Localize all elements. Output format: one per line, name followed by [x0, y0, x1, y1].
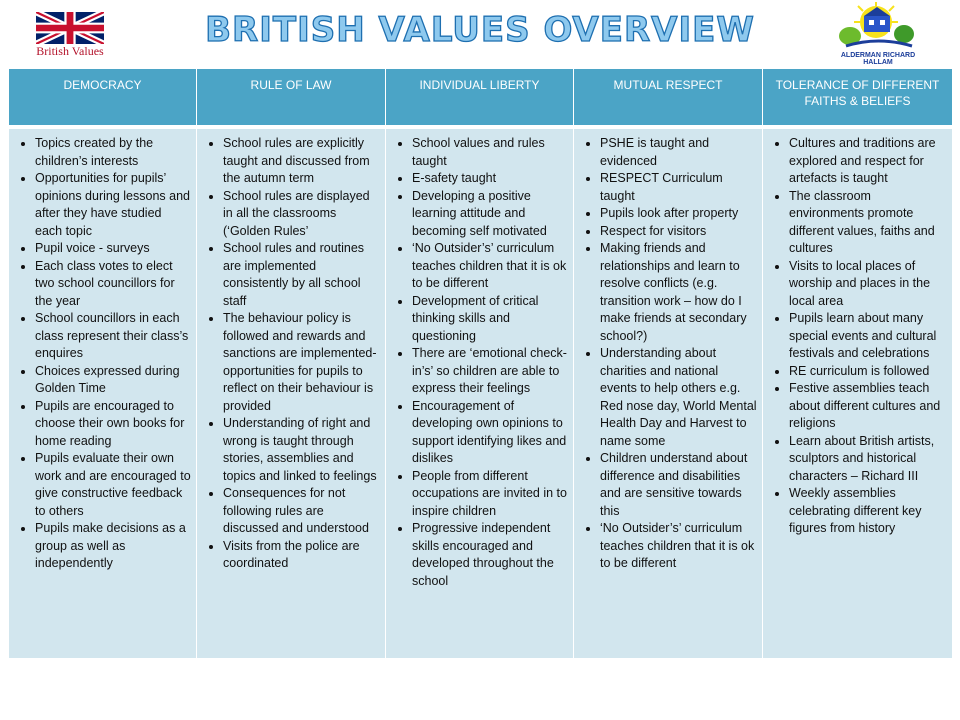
tolerance-list	[769, 135, 948, 538]
school-logo	[838, 2, 918, 66]
list-item: • RESPECT Curriculum taught	[600, 170, 758, 205]
british-values-logo	[30, 12, 110, 60]
list-item: • ‘No Outsider’s’ curriculum teaches children that it is ok to be different	[412, 240, 569, 293]
list-item: • Weekly assemblies celebrating different key figures from history	[789, 485, 948, 538]
column-individual-liberty	[386, 129, 574, 658]
list-item: • Topics created by the children’s interests	[35, 135, 192, 170]
list-item: • Pupils learn about many special events and cultural festivals and celebrations	[789, 310, 948, 363]
list-item: • Visits from the police are coordinated	[223, 538, 381, 573]
list-item: • Progressive independent skills encouraged and developed throughout the school	[412, 520, 569, 590]
list-item: • Opportunities for pupils’ opinions during lessons and after they have studied each topic	[35, 170, 192, 240]
list-item: • Respect for visitors	[600, 223, 758, 241]
union-flag-icon	[36, 12, 104, 44]
list-item: • Learn about British artists, sculptors and historical characters – Richard III	[789, 433, 948, 486]
list-item: • Making friends and relationships and learn to resolve conflicts (e.g. transition work – how do I make friends at secondary school?)	[600, 240, 758, 345]
list-item: • School rules are explicitly taught and discussed from the autumn term	[223, 135, 381, 188]
list-item: • Cultures and traditions are explored and respect for artefacts is taught	[789, 135, 948, 188]
list-item: • Children understand about difference and disabilities and are sensitive towards this	[600, 450, 758, 520]
list-item: • Choices expressed during Golden Time	[35, 363, 192, 398]
heading-mutual-respect: MUTUAL RESPECT	[574, 69, 763, 126]
list-item: • Pupils are encouraged to choose their own books for home reading	[35, 398, 192, 451]
list-item: • School rules are displayed in all the classrooms (‘Golden Rules’	[223, 188, 381, 241]
rule-of-law-list	[203, 135, 381, 573]
list-item: • Pupils make decisions as a group as well as independently	[35, 520, 192, 573]
list-item: • Pupil voice - surveys	[35, 240, 192, 258]
list-item: • ‘No Outsider’s’ curriculum teaches children that it is ok to be different	[600, 520, 758, 573]
column-democracy	[9, 129, 197, 658]
democracy-list	[15, 135, 192, 573]
column-rule-of-law	[197, 129, 386, 658]
individual-liberty-list	[392, 135, 569, 590]
list-item: • School values and rules taught	[412, 135, 569, 170]
british-values-table	[8, 68, 953, 658]
list-item: • Developing a positive learning attitude and becoming self motivated	[412, 188, 569, 241]
list-item: • Pupils look after property	[600, 205, 758, 223]
list-item: • Pupils evaluate their own work and are encouraged to give constructive feedback to others	[35, 450, 192, 520]
heading-democracy: DEMOCRACY	[9, 69, 197, 126]
logo-caption: British Values	[36, 44, 104, 58]
list-item: • Understanding about charities and national events to help others e.g. Red nose day, World Mental Health Day and Harvest to name some	[600, 345, 758, 450]
header-row	[9, 69, 953, 126]
content-row	[9, 129, 953, 658]
list-item: • Encouragement of developing own opinions to support identifying likes and dislikes	[412, 398, 569, 468]
list-item: • RE curriculum is followed	[789, 363, 948, 381]
heading-tolerance: TOLERANCE OF DIFFERENT FAITHS & BELIEFS	[763, 69, 953, 126]
school-name: ALDERMAN RICHARD HALLAM	[840, 52, 916, 66]
list-item: • Visits to local places of worship and places in the local area	[789, 258, 948, 311]
list-item: • School councillors in each class represent their class’s enquires	[35, 310, 192, 363]
list-item: • There are ‘emotional check-in’s’ so children are able to express their feelings	[412, 345, 569, 398]
list-item: • People from different occupations are invited in to inspire children	[412, 468, 569, 521]
column-tolerance	[763, 129, 953, 658]
heading-rule-of-law: RULE OF LAW	[197, 69, 386, 126]
list-item: • E-safety taught	[412, 170, 569, 188]
list-item: • Development of critical thinking skills and questioning	[412, 293, 569, 346]
list-item: • Each class votes to elect two school councillors for the year	[35, 258, 192, 311]
list-item: • Festive assemblies teach about different cultures and religions	[789, 380, 948, 433]
list-item: • School rules and routines are implemented consistently by all school staff	[223, 240, 381, 310]
list-item: • The classroom environments promote different values, faiths and cultures	[789, 188, 948, 258]
school-crest-icon	[838, 2, 918, 54]
list-item: • PSHE is taught and evidenced	[600, 135, 758, 170]
list-item: • Consequences for not following rules are discussed and understood	[223, 485, 381, 538]
column-mutual-respect	[574, 129, 763, 658]
list-item: • Understanding of right and wrong is taught through stories, assemblies and topics and linked to feelings	[223, 415, 381, 485]
page-title: BRITISH VALUES OVERVIEW	[205, 10, 755, 50]
list-item: • The behaviour policy is followed and rewards and sanctions are implemented- opportunities for pupils to reflect on their behaviour is provided	[223, 310, 381, 415]
heading-individual-liberty: INDIVIDUAL LIBERTY	[386, 69, 574, 126]
mutual-respect-list	[580, 135, 758, 573]
